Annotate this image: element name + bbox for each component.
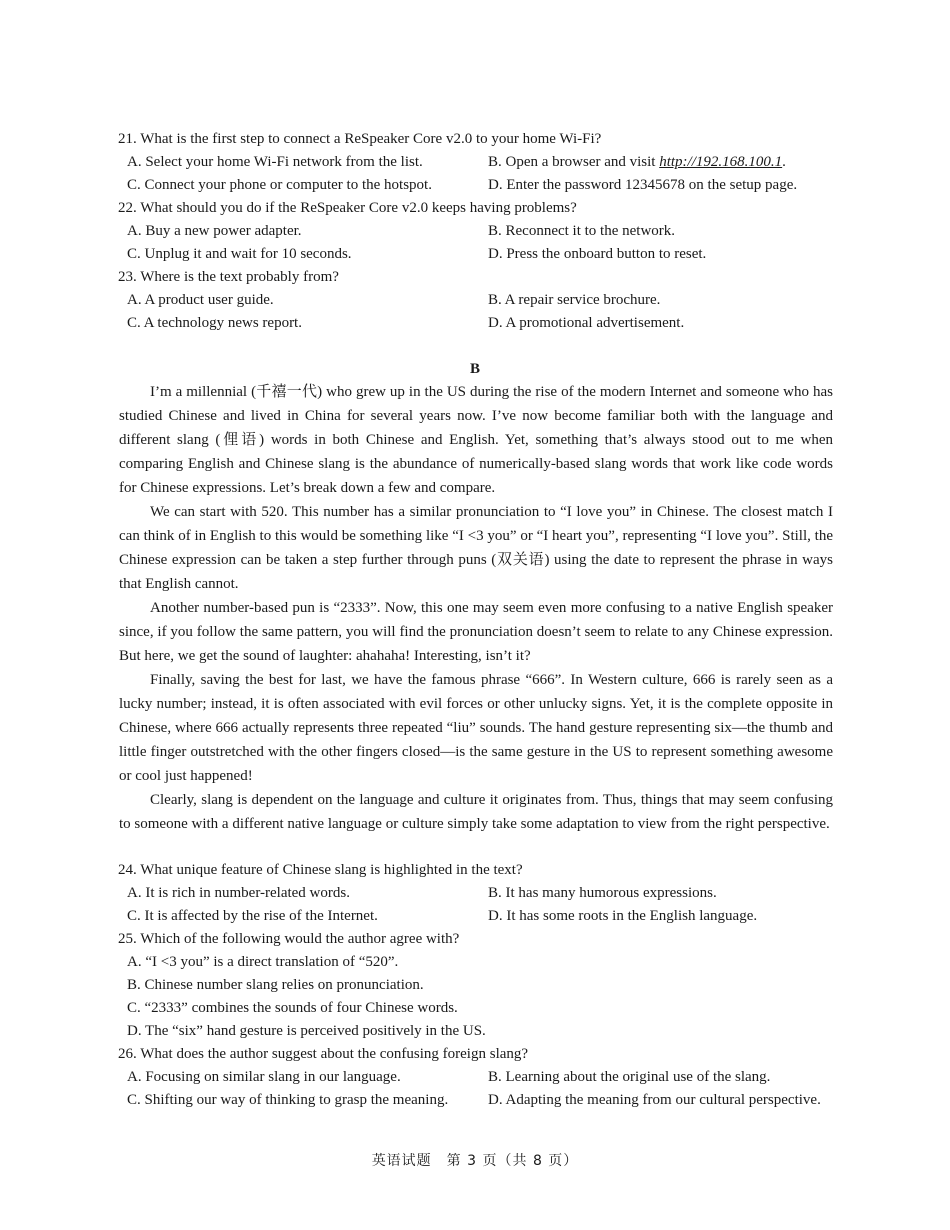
- question-23: [118, 266, 838, 335]
- question-21: [118, 128, 838, 197]
- question-22: [118, 197, 838, 266]
- question-25: [118, 928, 838, 1043]
- option-a: A. Focusing on similar slang in our language.: [127, 1069, 401, 1085]
- option-c: C. Connect your phone or computer to the hotspot.: [127, 177, 432, 193]
- option-a: A. A product user guide.: [127, 292, 274, 308]
- question-stem: 22. What should you do if the ReSpeaker Core v2.0 keeps having problems?: [118, 200, 577, 216]
- question-stem: 21. What is the first step to connect a ReSpeaker Core v2.0 to your home Wi-Fi?: [118, 131, 602, 147]
- option-a: A. Select your home Wi-Fi network from the list.: [127, 154, 423, 170]
- option-d: D. Adapting the meaning from our cultural perspective.: [488, 1092, 821, 1108]
- question-26: [118, 1043, 838, 1112]
- option-b: [488, 151, 786, 174]
- option-d: D. Press the onboard button to reset.: [488, 246, 707, 262]
- passage-paragraph: We can start with 520. This number has a similar pronunciation to “I love you” in Chinese. The closest match I can think of in English to this would be something like “I <3 you” or “I heart you”, representing “I love you”. Still, the Chinese expression can be taken a step further through puns (双关语) using the date to represent the phrase in ways that English cannot.: [119, 504, 833, 592]
- option-d: D. A promotional advertisement.: [488, 315, 685, 331]
- question-stem: 23. Where is the text probably from?: [118, 269, 339, 285]
- option-c: C. “2333” combines the sounds of four Chinese words.: [127, 1000, 458, 1016]
- passage-paragraph: Clearly, slang is dependent on the language and culture it originates from. Thus, things that may seem confusing to someone with a different native language or culture simply take some adaptation to view from the right perspective.: [119, 792, 833, 832]
- option-b-text: B. Open a browser and visit: [488, 154, 660, 170]
- option-b: B. Reconnect it to the network.: [488, 223, 676, 239]
- option-c: C. A technology news report.: [127, 315, 302, 331]
- option-b: B. Chinese number slang relies on pronunciation.: [127, 977, 424, 993]
- section-b-label: B: [469, 361, 480, 377]
- page-footer: 英语试题 第 3 页（共 8 页）: [371, 1153, 579, 1169]
- question-24: [118, 859, 838, 928]
- option-d: D. The “six” hand gesture is perceived positively in the US.: [127, 1023, 486, 1039]
- passage-paragraph: Another number-based pun is “2333”. Now, this one may seem even more confusing to a native English speaker since, if you follow the same pattern, you will find the pronunciation doesn’t seem to relate to any Chinese expression. But here, we get the sound of laughter: ahahaha! Interesting, isn’t it?: [119, 600, 833, 664]
- passage-paragraph: I’m a millennial (千禧一代) who grew up in the US during the rise of the modern Internet and someone who has studied Chinese and lived in China for several years now. I’ve now become familiar both with the language and different slang (俚语) words in both Chinese and English. Yet, something that’s always stood out to me when comparing English and Chinese slang is the abundance of numerically-based slang words that work like code words for Chinese expressions. Let’s break down a few and compare.: [119, 384, 833, 496]
- option-a: A. It is rich in number-related words.: [127, 885, 350, 901]
- option-d: D. It has some roots in the English language.: [488, 908, 758, 924]
- question-stem: 24. What unique feature of Chinese slang is highlighted in the text?: [118, 862, 523, 878]
- option-b: B. A repair service brochure.: [488, 292, 661, 308]
- option-c: C. It is affected by the rise of the Internet.: [127, 908, 378, 924]
- passage-paragraph: Finally, saving the best for last, we have the famous phrase “666”. In Western culture, 666 is rarely seen as a lucky number; instead, it is often associated with evil forces or other unlucky signs. Yet, it is the complete opposite in Chinese, where 666 actually represents three repeated “liu” sounds. The hand gesture representing six—the thumb and little finger outstretched with the other fingers closed—is the same gesture in the US to represent something awesome or cool just happened!: [119, 672, 833, 784]
- option-a: A. “I <3 you” is a direct translation of “520”.: [127, 954, 399, 970]
- passage-b: [119, 380, 833, 836]
- question-stem: 26. What does the author suggest about the confusing foreign slang?: [118, 1046, 529, 1062]
- section-b-questions: [118, 859, 838, 1112]
- section-a-questions: [118, 128, 838, 335]
- option-c: C. Shifting our way of thinking to grasp the meaning.: [127, 1092, 449, 1108]
- option-a: A. Buy a new power adapter.: [127, 223, 302, 239]
- setup-url-link[interactable]: http://192.168.100.1: [659, 154, 783, 170]
- option-c: C. Unplug it and wait for 10 seconds.: [127, 246, 352, 262]
- option-b-end: .: [782, 154, 786, 170]
- option-d: D. Enter the password 12345678 on the setup page.: [488, 177, 798, 193]
- question-stem: 25. Which of the following would the author agree with?: [118, 931, 460, 947]
- option-b: B. It has many humorous expressions.: [488, 885, 717, 901]
- option-b: B. Learning about the original use of the slang.: [488, 1069, 771, 1085]
